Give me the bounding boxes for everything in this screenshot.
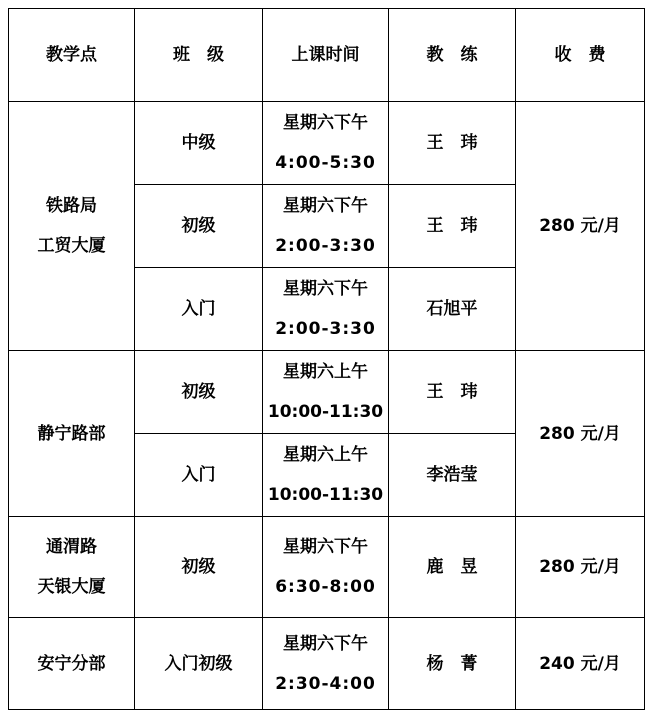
header-fee: 收 费 xyxy=(516,9,645,102)
header-location: 教学点 xyxy=(9,9,135,102)
coach-cell: 鹿 昱 xyxy=(389,517,516,618)
table-row xyxy=(9,517,645,618)
time-day: 星期六下午 xyxy=(283,279,368,299)
class-cell: 初级 xyxy=(135,517,263,618)
fee-cell: 280 元/月 xyxy=(516,517,645,618)
fee-cell: 280 元/月 xyxy=(516,102,645,351)
location-line: 铁路局 xyxy=(46,196,97,216)
location-line: 工贸大厦 xyxy=(37,236,106,256)
time-day: 星期六下午 xyxy=(283,633,368,654)
header-time: 上课时间 xyxy=(263,9,389,102)
class-cell: 初级 xyxy=(135,351,263,434)
location-line: 通渭路 xyxy=(46,537,97,557)
time-cell xyxy=(263,185,389,268)
table-row xyxy=(9,351,645,434)
coach-cell: 王 玮 xyxy=(389,102,516,185)
coach-cell: 王 玮 xyxy=(389,351,516,434)
time-hours: 4:00-5:30 xyxy=(275,153,376,173)
time-cell xyxy=(263,517,389,618)
time-cell xyxy=(263,102,389,185)
coach-cell: 王 玮 xyxy=(389,185,516,268)
time-hours: 10:00-11:30 xyxy=(267,485,384,505)
location-line: 静宁路部 xyxy=(37,423,106,444)
location-cell xyxy=(9,351,135,517)
time-cell xyxy=(263,351,389,434)
time-cell xyxy=(263,268,389,351)
time-day: 星期六下午 xyxy=(283,537,368,557)
location-cell xyxy=(9,618,135,710)
location-line: 安宁分部 xyxy=(37,653,106,674)
class-cell: 入门初级 xyxy=(135,618,263,710)
coach-cell: 李浩莹 xyxy=(389,434,516,517)
time-day: 星期六上午 xyxy=(283,362,368,382)
header-class: 班 级 xyxy=(135,9,263,102)
schedule-table xyxy=(8,8,645,710)
coach-cell: 石旭平 xyxy=(389,268,516,351)
time-cell xyxy=(263,434,389,517)
location-cell xyxy=(9,102,135,351)
table-row xyxy=(9,102,645,185)
table-row xyxy=(9,618,645,710)
class-cell: 中级 xyxy=(135,102,263,185)
time-hours: 10:00-11:30 xyxy=(267,402,384,422)
time-cell xyxy=(263,618,389,710)
time-hours: 6:30-8:00 xyxy=(275,577,376,597)
time-day: 星期六下午 xyxy=(283,113,368,133)
header-row xyxy=(9,9,645,102)
time-day: 星期六下午 xyxy=(283,196,368,216)
location-line: 天银大厦 xyxy=(37,577,106,597)
coach-cell: 杨 菁 xyxy=(389,618,516,710)
time-hours: 2:00-3:30 xyxy=(275,319,376,339)
class-cell: 入门 xyxy=(135,434,263,517)
time-hours: 2:30-4:00 xyxy=(275,673,376,694)
header-coach: 教 练 xyxy=(389,9,516,102)
class-cell: 入门 xyxy=(135,268,263,351)
time-day: 星期六上午 xyxy=(283,445,368,465)
fee-cell: 240 元/月 xyxy=(516,618,645,710)
location-cell xyxy=(9,517,135,618)
class-cell: 初级 xyxy=(135,185,263,268)
time-hours: 2:00-3:30 xyxy=(275,236,376,256)
fee-cell: 280 元/月 xyxy=(516,351,645,517)
